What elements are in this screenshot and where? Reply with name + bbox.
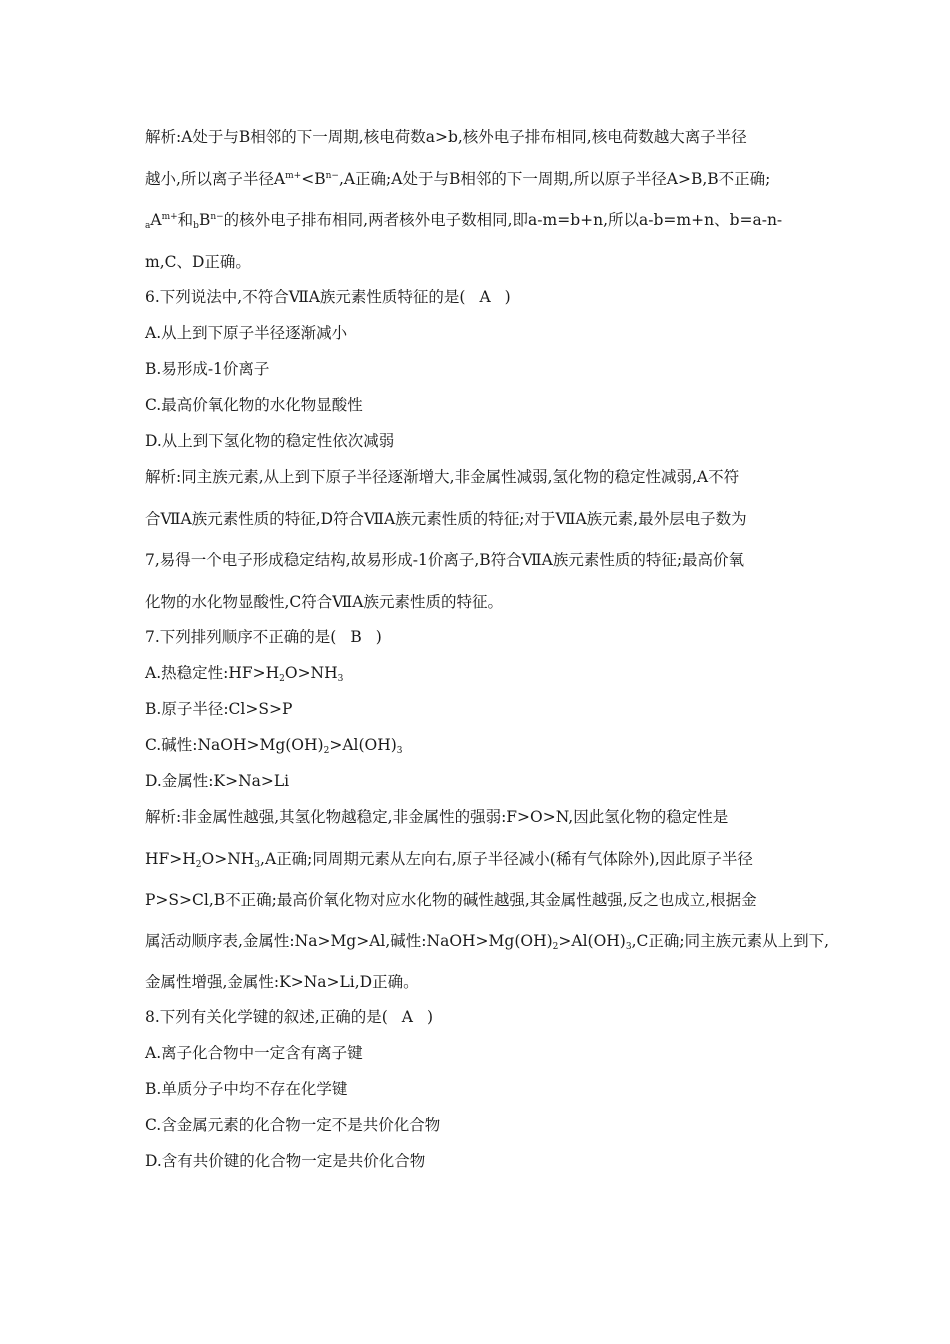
explanation-7-line-1: 解析:非金属性越强,其氢化物越稳定,非金属性的强弱:F>O>N,因此氢化物的稳定性是 (145, 808, 729, 826)
explanation-7-line-5: 金属性增强,金属性:K>Na>Li,D正确。 (145, 973, 419, 991)
explanation-6-line-3: 7,易得一个电子形成稳定结构,故易形成-1价离子,B符合ⅦA族元素性质的特征;最高价氧 (145, 551, 745, 569)
question-7-option-c: C.碱性$:NaOH>Mg(OH)_2>Al(OH)_3$ (145, 736, 403, 756)
question-6-answer: A (479, 288, 491, 306)
question-6-stem: 6.下列说法中,不符合ⅦA族元素性质特征的是( A ) (145, 288, 511, 306)
explanation-7-line-4: 属活动顺序表,金属性:Na>Mg>Al,碱性$:NaOH>Mg(OH)_2>Al(OH)_3,C$正确;同主族元素从上到下, (145, 932, 830, 952)
question-8-option-a: A.离子化合物中一定含有离子键 (145, 1044, 363, 1062)
question-7-option-a: A.热稳定性$:HF>H_2O>NH_3$ (145, 664, 344, 684)
explanation-7-line-3: P>S>Cl,B不正确;最高价氧化物对应水化物的碱性越强,其金属性越强,反之也成立,根据金 (145, 891, 757, 909)
explanation-5-line-1: 解析:A处于与B相邻的下一周期,核电荷数a>b,核外电子排布相同,核电荷数越大离子半径 (145, 128, 747, 146)
explanation-6-line-1: 解析:同主族元素,从上到下原子半径逐渐增大,非金属性减弱,氢化物的稳定性减弱,A不符 (145, 468, 740, 486)
question-6-option-a: A.从上到下原子半径逐渐减小 (145, 324, 348, 342)
question-8-option-b: B.单质分子中均不存在化学键 (145, 1080, 348, 1098)
explanation-5-line-2: 越小,所以离子半径$A^{m+}<B^{n-},A$正确;A处于与B相邻的下一周期,所以原子半径A>B,B不正确; (145, 170, 771, 188)
question-7-answer: B (350, 628, 362, 646)
question-7-option-b: B.原子半径:Cl>S>P (145, 700, 293, 718)
explanation-6-line-4: 化物的水化物显酸性,C符合ⅦA族元素性质的特征。 (145, 593, 503, 611)
question-7-option-d: D.金属性:K>Na>Li (145, 772, 290, 790)
question-6-option-b: B.易形成-1价离子 (145, 360, 270, 378)
question-8-option-d: D.含有共价键的化合物一定是共价化合物 (145, 1152, 426, 1170)
question-7-stem: 7.下列排列顺序不正确的是( B ) (145, 628, 382, 646)
question-8-option-c: C.含金属元素的化合物一定不是共价化合物 (145, 1116, 441, 1134)
question-8-stem: 8.下列有关化学键的叙述,正确的是( A ) (145, 1008, 434, 1026)
explanation-5-line-3: $_aA^{m+}$和$_bB^{n-}$的核外电子排布相同,两者核外电子数相同,即a-m=b+n,所以a-b=m+n、b=a-n- (145, 211, 783, 231)
explanation-6-line-2: 合ⅦA族元素性质的特征,D符合ⅦA族元素性质的特征;对于ⅦA族元素,最外层电子数为 (145, 510, 747, 528)
explanation-7-line-2: $HF>H_2O>NH_3,A$正确;同周期元素从左向右,原子半径减小(稀有气体除外),因此原子半径 (145, 850, 753, 870)
question-6-option-d: D.从上到下氢化物的稳定性依次减弱 (145, 432, 395, 450)
question-6-option-c: C.最高价氧化物的水化物显酸性 (145, 396, 363, 414)
explanation-5-line-4: m,C、D正确。 (145, 253, 251, 271)
question-8-answer: A (401, 1008, 413, 1026)
